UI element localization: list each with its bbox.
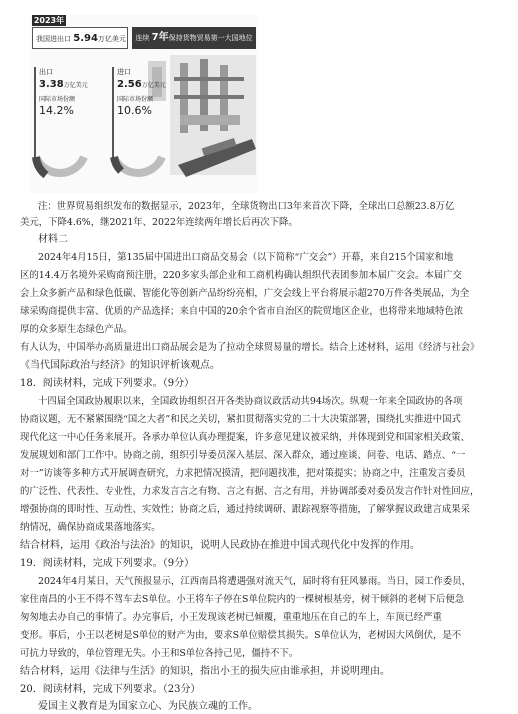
import-unit: 万亿美元 bbox=[141, 82, 166, 89]
export-label: 出口 bbox=[39, 68, 53, 76]
q18-prompt: 结合材料，运用《政治与法治》的知识，说明人民政协在推进中国式现代化中发挥的作用。 bbox=[20, 540, 420, 551]
banner-years: 7年 bbox=[151, 32, 169, 43]
export-share: 14.2% bbox=[39, 104, 74, 117]
total-trade-unit: 万亿美元 bbox=[97, 35, 126, 43]
q17-prompt-cont: 《当代国际政治与经济》的知识评析该观点。 bbox=[20, 360, 220, 371]
cppcc-para-cont: 现代化这一中心任务来展开。各承办单位认真办理提案，许多意见建议被采纳，并体现到党和国家相关政策、 bbox=[20, 432, 471, 443]
export-share-label: 国际市场份额 bbox=[39, 96, 76, 103]
q17-prompt: 有人认为，中国举办高质量进出口商品展会是为了拉动全球贸易量的增长。结合上述材料，运用《经济与社会》 bbox=[20, 342, 480, 353]
cppcc-para-cont: 的广泛性、代表性、专业性，力求发言言之有物、言之有据、言之有用，并协调部委对委员发言作针对性回应， bbox=[20, 486, 480, 497]
banner-text: 保持货物贸易第一大国地位 bbox=[168, 34, 253, 42]
import-value-row bbox=[117, 79, 164, 90]
cppcc-para-cont: 发展规划和部门工作中。协商之前，组织引导委员深入基层、深入群众，通过座谈、问卷、电话、踏点、“一 bbox=[20, 450, 466, 461]
canton-fair-para-cont: 厚的众多原生态绿色产品。 bbox=[20, 324, 133, 335]
material-two-heading: 材料二 bbox=[38, 234, 68, 245]
cppcc-para-cont: 对一”访谈等多种方式开展调查研究，力求把情况摸清，把问题找准，把对策提实；协商之中，注重发言委员 bbox=[20, 468, 466, 479]
total-trade-label: 我国进出口 bbox=[36, 35, 71, 43]
canton-fair-para-cont: 会上众多新产品和绿色低碳、智能化等创新产品纷纷亮相，广交会线上平台将展示超270万件各类展品，为全 bbox=[20, 288, 470, 299]
tree-case-para-cont: 可抗力导致的，单位管理无失。小王和S单位各持己见，僵持不下。 bbox=[20, 648, 299, 659]
total-trade-box bbox=[32, 27, 128, 49]
year-tag: 2023年 bbox=[33, 16, 65, 25]
q19-heading: 19．阅读材料，完成下列要求。（9分） bbox=[20, 558, 195, 569]
chart-note-cont: 美元，下降4.6%，继2021年、2022年连续两年增长后再次下降。 bbox=[20, 217, 298, 228]
export-share-ring bbox=[32, 155, 88, 195]
canton-fair-para-cont: 区的14.4万名境外采购商预注册，220多家头部企业和工商机构确认组织代表团参加本届广交会。本届广交 bbox=[20, 270, 462, 281]
import-share-label: 国际市场份额 bbox=[117, 96, 154, 103]
cppcc-para-cont: 协商议题，无不紧紧围绕“国之大者”和民之关切，紧扣贯彻落实党的二十大决策部署，围绕扎实推进中国式 bbox=[20, 414, 461, 425]
tree-case-para-cont: 匆匆地去办自己的事情了。办完事后，小王发现该老树已倾覆，重重地压在自己的车上，车顶已经严重 bbox=[20, 612, 442, 623]
export-value: 3.38 bbox=[39, 79, 64, 90]
q20-para: 爱国主义教育是为国家立心、为民族立魂的工作。 bbox=[38, 701, 258, 712]
cppcc-para: 十四届全国政协履职以来，全国政协组织召开各类协商议政活动共94场次。纵观一年来全国政协的各项 bbox=[38, 396, 463, 407]
tree-case-para: 2024年4月某日，天气预报显示，江西南昌将遭遇强对流天气，届时将有狂风暴雨。当日，园工作委员， bbox=[38, 576, 471, 587]
q19-prompt: 结合材料，运用《法律与生活》的知识，指出小王的损失应由谁承担，并说明理由。 bbox=[20, 666, 390, 677]
trade-infographic bbox=[30, 15, 258, 193]
import-share-ring bbox=[110, 155, 166, 195]
q20-heading: 20．阅读材料，完成下列要求。（23分） bbox=[20, 684, 201, 695]
chart-note: 注：世界贸易组织发布的数据显示，2023年，全球货物出口3年来首次下降，全球出口总额23.8万亿 bbox=[38, 201, 455, 212]
q18-heading: 18．阅读材料，完成下列要求。（9分） bbox=[20, 378, 195, 389]
export-unit: 万亿美元 bbox=[63, 82, 88, 89]
tree-case-para-cont: 变形。事后，小王以老树是S单位的财产为由，要求S单位赔偿其损失。S单位认为，老树因大风倒伏，是不 bbox=[20, 630, 462, 641]
banner-prefix: 连续 bbox=[135, 34, 150, 42]
import-value: 2.56 bbox=[117, 79, 142, 90]
cppcc-para-cont: 增强协商的即时性、互动性、实效性；协商之后，通过持续调研、跟踪视察等措施，了解掌握议政建言成果采 bbox=[20, 504, 471, 515]
tree-case-para-cont: 家住南昌的小王不得不驾车去S单位。小王将车子停在S单位院内的一棵树根基旁，树干倾斜的老树下后便急 bbox=[20, 594, 465, 605]
export-card bbox=[34, 67, 86, 163]
import-label: 进口 bbox=[117, 68, 131, 76]
import-card bbox=[112, 67, 164, 163]
total-trade-value: 5.94 bbox=[73, 33, 98, 44]
canton-fair-para-cont: 球采购商提供丰富、优质的产品选择；来自中国的20余个省市自治区的院贸地区企业，也将带来地域特色浓 bbox=[20, 306, 464, 317]
import-share: 10.6% bbox=[117, 104, 152, 117]
trade-rank-banner bbox=[132, 27, 256, 49]
export-value-row bbox=[39, 79, 86, 90]
cppcc-para-cont: 纳情况，确保协商成果落地落实。 bbox=[20, 522, 161, 533]
canton-fair-para: 2024年4月15日，第135届中国进出口商品交易会（以下简称“广交会”）开幕，来自215个国家和地 bbox=[38, 252, 454, 263]
